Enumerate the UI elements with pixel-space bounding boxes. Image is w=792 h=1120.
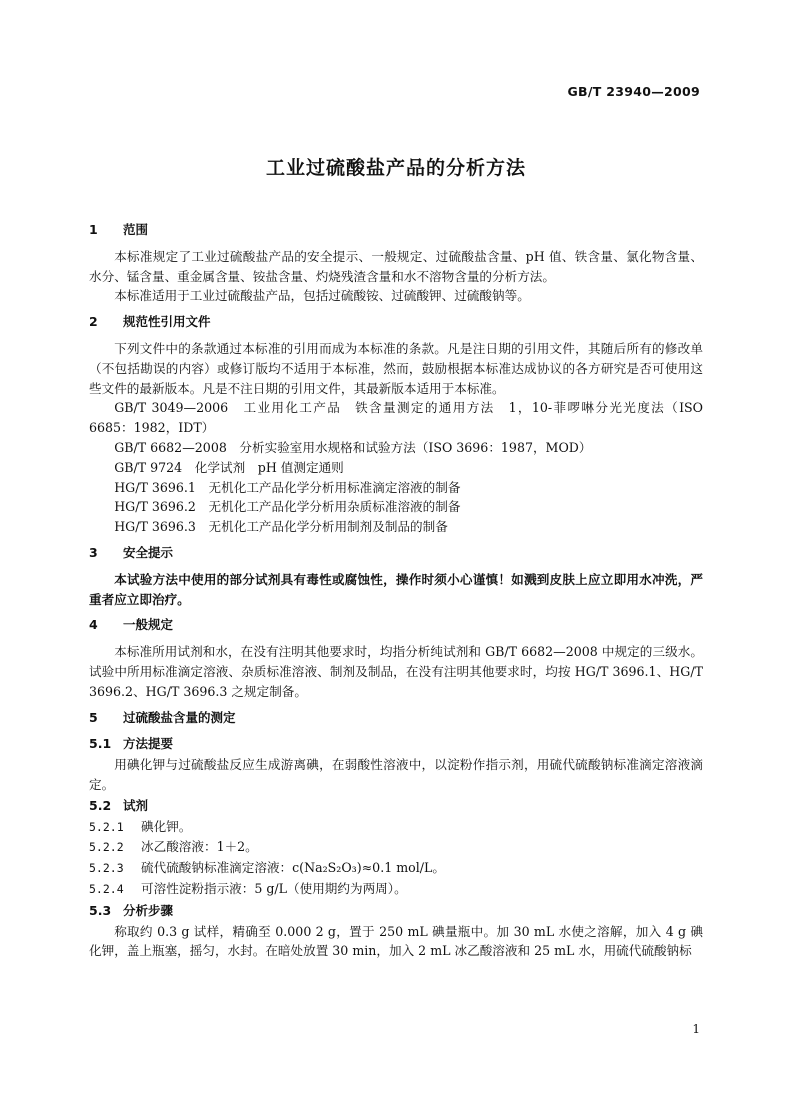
reference-item: GB/T 9724 化学试剂 pH 值测定通则 — [114, 459, 344, 475]
section-1-heading — [89, 220, 703, 240]
section-title: 试剂 — [123, 797, 149, 813]
section-5-heading — [89, 708, 703, 728]
safety-warning-paragraph: 本试验方法中使用的部分试剂具有毒性或腐蚀性，操作时须小心谨慎！如溅到皮肤上应立即用水冲洗，严重者应立即治疗。 — [89, 571, 703, 607]
reference-item: GB/T 6682—2008 分析实验室用水规格和试验方法（ISO 3696：1987，MOD） — [114, 439, 592, 455]
reagent-text: 冰乙酸溶液：1＋2。 — [141, 839, 258, 855]
reagent-item — [89, 817, 703, 838]
document-body — [89, 214, 703, 961]
section-5-3-heading — [89, 901, 703, 921]
reagent-text: 硫代硫酸钠标准滴定溶液：c(Na₂S₂O₃)≈0.1 mol/L。 — [141, 860, 445, 876]
document-title: 工业过硫酸盐产品的分析方法 — [265, 157, 526, 179]
section-number: 2 — [89, 314, 98, 330]
scope-paragraph-2: 本标准适用于工业过硫酸盐产品，包括过硫酸铵、过硫酸钾、过硫酸钠等。 — [114, 288, 530, 304]
reference-item: HG/T 3696.3 无机化工产品化学分析用制剂及制品的制备 — [114, 519, 448, 535]
standard-code: GB/T 23940—2009 — [567, 84, 700, 99]
page-number: 1 — [692, 1022, 700, 1036]
method-summary-paragraph: 用碘化钾与过硫酸盐反应生成游离碘，在弱酸性溶液中，以淀粉作指示剂，用硫代硫酸钠标准滴定溶液滴定。 — [89, 757, 703, 792]
section-title: 过硫酸盐含量的测定 — [123, 709, 236, 725]
scope-paragraph-1: 本标准规定了工业过硫酸盐产品的安全提示、一般规定、过硫酸盐含量、pH 值、铁含量、氯化物含量、水分、锰含量、重金属含量、铵盐含量、灼烧残渣含量和水不溶物含量的分析方法。 — [89, 248, 703, 284]
section-number: 5.1 — [89, 736, 112, 752]
section-number: 3 — [89, 544, 98, 560]
section-2-heading — [89, 312, 703, 332]
section-number: 5.2 — [89, 797, 112, 813]
reference-item: HG/T 3696.1 无机化工产品化学分析用标准滴定溶液的制备 — [114, 479, 461, 495]
reagent-number: 5.2.1 — [89, 819, 124, 834]
section-title: 方法提要 — [123, 736, 174, 752]
section-3-heading — [89, 543, 703, 563]
procedure-paragraph: 称取约 0.3 g 试样，精确至 0.000 2 g，置于 250 mL 碘量瓶中。加 30 mL 水使之溶解，加入 4 g 碘化钾，盖上瓶塞，摇匀，水封。在暗处放置 30 min，加入 2 mL 冰乙酸溶液和 25 mL 水，用硫代硫酸钠标 — [89, 923, 703, 959]
section-number: 4 — [89, 617, 98, 633]
reagent-item — [89, 879, 703, 900]
reagent-number: 5.2.3 — [89, 861, 124, 876]
reagent-text: 碘化钾。 — [141, 818, 192, 834]
section-number: 5.3 — [89, 902, 112, 918]
references-intro-paragraph: 下列文件中的条款通过本标准的引用而成为本标准的条款。凡是注日期的引用文件，其随后所有的修改单（不包括勘误的内容）或修订版均不适用于本标准，然而，鼓励根据本标准达成协议的各方研究是否可使用这些文件的最新版本。凡是不注日期的引用文件，其最新版本适用于本标准。 — [89, 340, 703, 396]
section-title: 一般规定 — [123, 617, 174, 633]
reagent-number: 5.2.2 — [89, 840, 124, 855]
section-4-heading — [89, 615, 703, 635]
section-5-2-heading — [89, 796, 703, 816]
reference-item: GB/T 3049—2006 工业用化工产品 铁含量测定的通用方法 1，10-菲啰啉分光光度法（ISO 6685：1982，IDT） — [89, 400, 703, 436]
section-number: 5 — [89, 709, 98, 725]
reagent-item — [89, 858, 703, 879]
section-title: 规范性引用文件 — [123, 314, 211, 330]
reagent-text: 可溶性淀粉指示液：5 g/L（使用期约为两周）。 — [141, 880, 407, 896]
section-title: 安全提示 — [123, 544, 174, 560]
section-number: 1 — [89, 222, 98, 237]
section-5-1-heading — [89, 734, 703, 754]
reference-item: HG/T 3696.2 无机化工产品化学分析用杂质标准溶液的制备 — [114, 499, 461, 515]
reagent-number: 5.2.4 — [89, 881, 124, 896]
section-title: 范围 — [123, 222, 149, 237]
general-rules-paragraph: 本标准所用试剂和水，在没有注明其他要求时，均指分析纯试剂和 GB/T 6682—2008 中规定的三级水。试验中所用标准滴定溶液、杂质标准溶液、制剂及制品，在没有注明其他要求时，均按 HG/T 3696.1、HG/T 3696.2、HG/T 3696.3 之规定制备。 — [89, 644, 703, 699]
section-title: 分析步骤 — [123, 902, 174, 918]
reagent-item — [89, 837, 703, 858]
